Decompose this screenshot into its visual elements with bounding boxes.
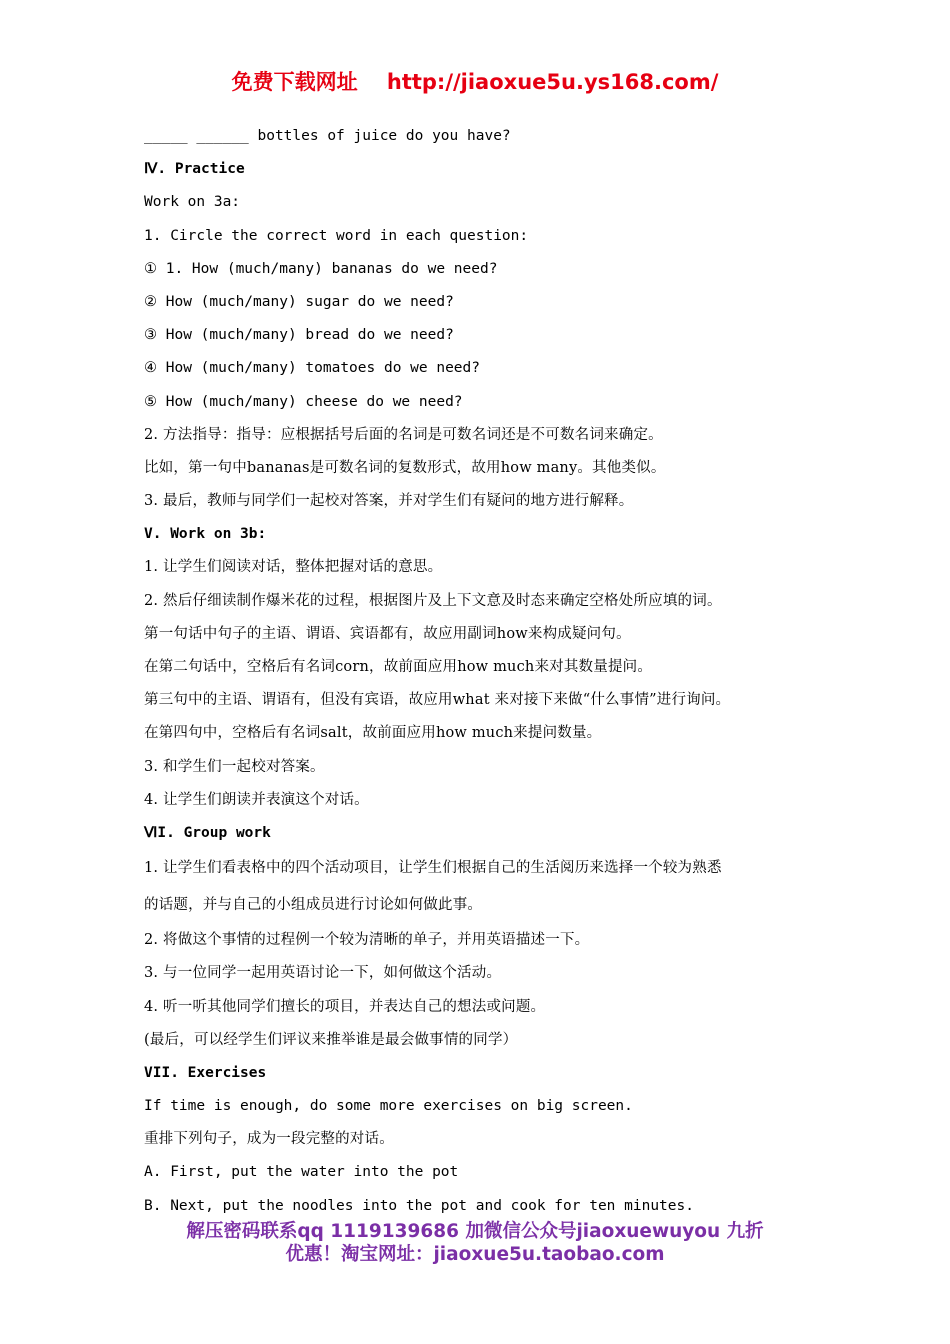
text-line: 第一句话中句子的主语、谓语、宾语都有，故应用副词how来构成疑问句。	[144, 625, 631, 642]
text-line: 1. 让学生们阅读对话，整体把握对话的意思。	[144, 559, 443, 576]
text-line: 在第二句话中，空格后有名词corn，故前面应用how much来对其数量提问。	[144, 659, 653, 675]
text-line: A. First, put the water into the pot	[144, 1164, 459, 1181]
text-line: 2. 方法指导：指导：应根据括号后面的名词是可数名词还是不可数名词来确定。	[144, 426, 663, 443]
text-line: 的话题，并与自己的小组成员进行讨论如何做此事。	[144, 897, 483, 914]
text-line: 3. 与一位同学一起用英语讨论一下，如何做这个活动。	[144, 965, 502, 982]
section-heading-group-work: ⅥI. Group work	[144, 824, 271, 841]
text-line: If time is enough, do some more exercises on big screen.	[144, 1098, 633, 1115]
text-line: 2. 然后仔细读制作爆米花的过程，根据图片及上下文意及时态来确定空格处所应填的词。	[144, 592, 722, 609]
section-heading-3b: V. Work on 3b:	[144, 526, 267, 543]
text-line: 1. Circle the correct word in each question:	[144, 227, 529, 244]
question-line: ④ How (much/many) tomatoes do we need?	[144, 360, 480, 377]
text-line: 3. 最后，教师与同学们一起校对答案，并对学生们有疑问的地方进行解释。	[144, 493, 634, 510]
section-heading-exercises: VII. Exercises	[144, 1064, 267, 1081]
question-line: ① 1. How (much/many) bananas do we need?	[144, 260, 498, 277]
text-line: 比如，第一句中bananas是可数名词的复数形式，故用how many。其他类似。	[144, 459, 666, 476]
text-line: 第三句中的主语、谓语有，但没有宾语，故应用what 来对接下来做“什么事情”进行询问。	[144, 692, 731, 709]
download-url-banner[interactable]: 免费下载网址 http://jiaoxue5u.ys168.com/	[231, 70, 719, 94]
text-line: 重排下列句子，成为一段完整的对话。	[144, 1131, 394, 1148]
text-line: (最后，可以经学生们评议来推举谁是最会做事情的同学）	[144, 1031, 518, 1048]
fill-blank-line: _____ ______ bottles of juice do you have?	[144, 128, 511, 144]
footer-promo	[0, 1220, 950, 1266]
text-line: Work on 3a:	[144, 194, 241, 211]
text-line: 4. 让学生们朗读并表演这个对话。	[144, 791, 369, 808]
text-line: 1. 让学生们看表格中的四个活动项目，让学生们根据自己的生活阅历来选择一个较为熟悉	[144, 860, 722, 877]
text-line: 在第四句中，空格后有名词salt，故前面应用how much来提问数量。	[144, 725, 602, 742]
section-heading-practice: Ⅳ. Practice	[144, 161, 245, 178]
footer-line-1: 解压密码联系qq 1119139686 加微信公众号jiaoxuewuyou 九折	[186, 1221, 764, 1242]
question-line: ⑤ How (much/many) cheese do we need?	[144, 393, 463, 410]
footer-line-2[interactable]: 优惠！淘宝网址：jiaoxue5u.taobao.com	[285, 1244, 665, 1265]
text-line: 2. 将做这个事情的过程例一个较为清晰的单子，并用英语描述一下。	[144, 932, 590, 949]
text-line: 3. 和学生们一起校对答案。	[144, 758, 325, 775]
text-line: B. Next, put the noodles into the pot and cook for ten minutes.	[144, 1197, 694, 1214]
question-line: ② How (much/many) sugar do we need?	[144, 293, 454, 310]
text-line: 4. 听一听其他同学们擅长的项目，并表达自己的想法或问题。	[144, 998, 546, 1015]
document-body	[144, 120, 824, 1223]
question-line: ③ How (much/many) bread do we need?	[144, 327, 454, 344]
